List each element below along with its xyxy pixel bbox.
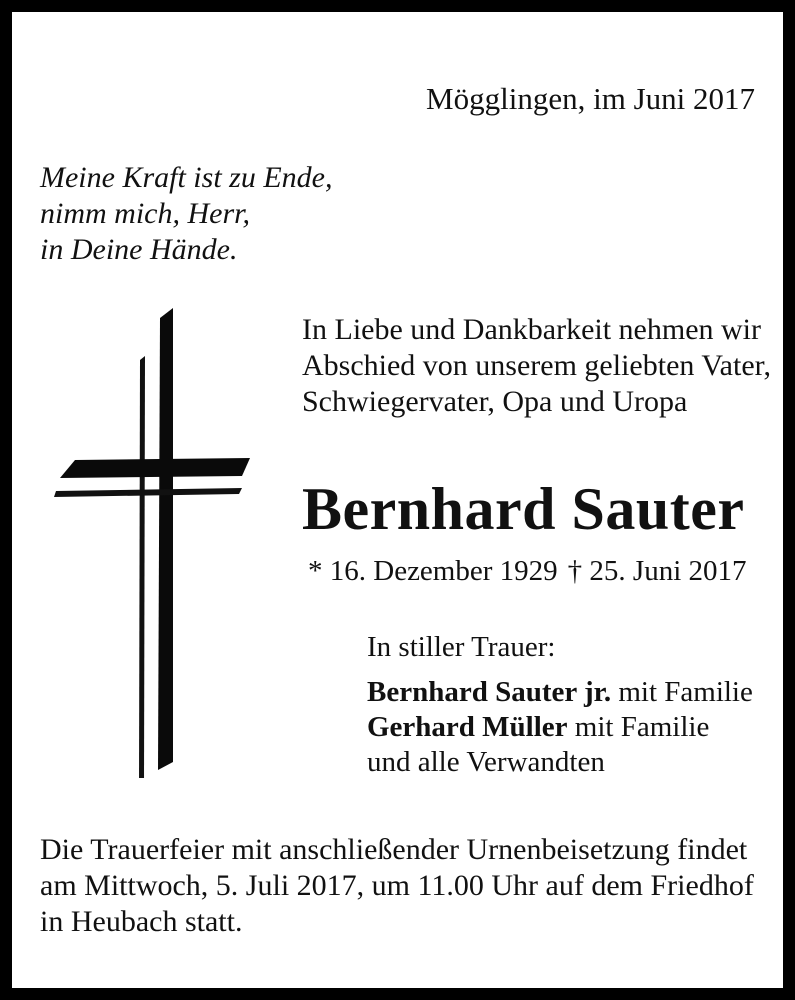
verse-line: Meine Kraft ist zu Ende,: [40, 161, 333, 194]
mourner-suffix: und alle Verwandten: [367, 746, 605, 778]
birth-date: * 16. Dezember 1929: [308, 555, 558, 587]
intro-line: In Liebe und Dankbarkeit nehmen wir: [302, 313, 762, 346]
deceased-name: Bernhard Sauter: [302, 476, 745, 542]
life-dates: [308, 553, 747, 589]
mourner-suffix: mit Familie: [611, 676, 753, 708]
cross-icon: [42, 308, 252, 778]
intro-line: Abschied von unserem geliebten Vater,: [302, 349, 771, 382]
intro-text: [302, 312, 771, 420]
mourner-name: Gerhard Müller: [367, 711, 568, 743]
mourners: [367, 630, 753, 780]
mourner-row: [367, 745, 753, 780]
mourners-heading: In stiller Trauer:: [367, 631, 556, 663]
place-date: Mögglingen, im Juni 2017: [426, 81, 755, 116]
ceremony-line: Die Trauerfeier mit anschließender Urnenbeisetzung findet: [40, 833, 748, 866]
mourner-row: [367, 675, 753, 710]
verse-line: in Deine Hände.: [40, 233, 238, 266]
mourner-suffix: mit Familie: [567, 711, 710, 743]
ceremony-line: in Heubach statt.: [40, 905, 243, 938]
mourner-row: [367, 710, 753, 745]
intro-line: Schwiegervater, Opa und Uropa: [302, 385, 688, 418]
verse: [40, 160, 332, 268]
obituary-notice: [12, 12, 783, 988]
ceremony-details: [40, 832, 754, 940]
verse-line: nimm mich, Herr,: [40, 197, 250, 230]
ceremony-line: am Mittwoch, 5. Juli 2017, um 11.00 Uhr auf dem Friedhof: [40, 869, 754, 902]
mourner-name: Bernhard Sauter jr.: [367, 676, 612, 708]
death-date: † 25. Juni 2017: [567, 555, 747, 587]
